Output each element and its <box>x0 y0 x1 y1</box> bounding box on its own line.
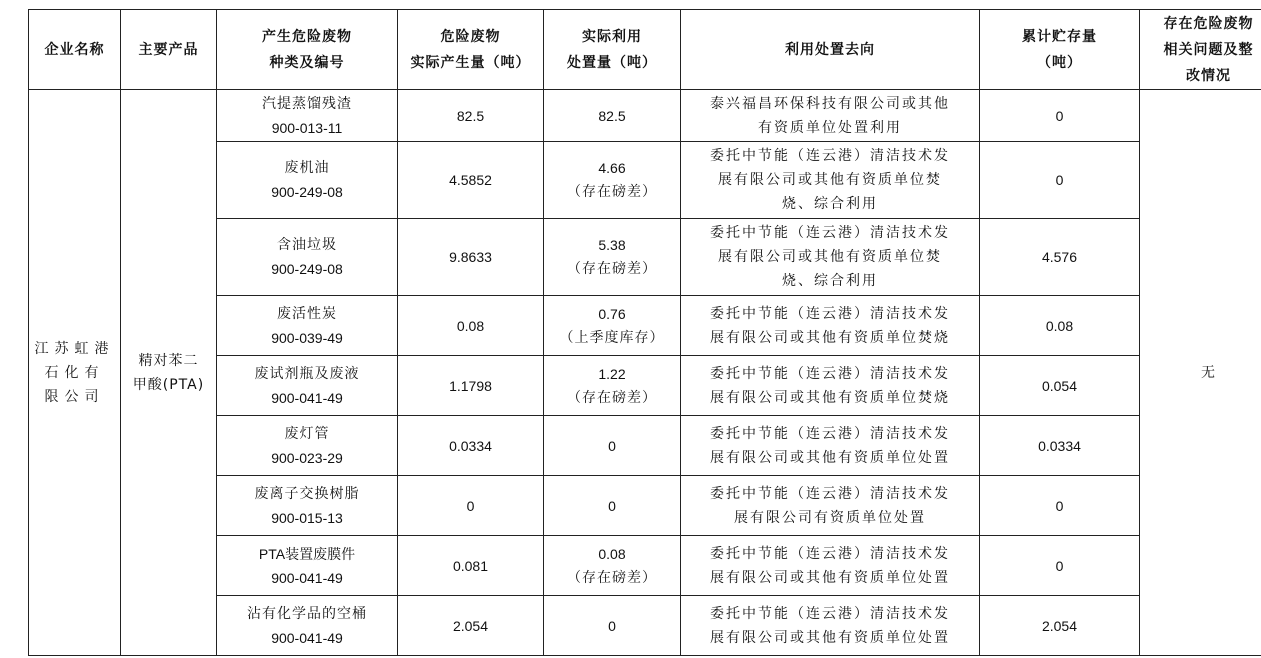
waste-type-cell: 废离子交换树脂 900-015-13 <box>217 476 398 536</box>
waste-type-cell: 废试剂瓶及废液 900-041-49 <box>217 356 398 416</box>
produced-cell: 0.081 <box>398 536 544 596</box>
table-row <box>29 90 1261 142</box>
destination-cell: 委托中节能（连云港）清洁技术发 展有限公司或其他有资质单位处置 <box>681 596 980 656</box>
header-company: 企业名称 <box>29 10 121 90</box>
destination-cell: 委托中节能（连云港）清洁技术发 展有限公司或其他有资质单位处置 <box>681 536 980 596</box>
used-cell: 0 <box>544 416 681 476</box>
stock-cell: 0 <box>980 90 1140 142</box>
used-cell: 4.66 （存在磅差） <box>544 142 681 219</box>
waste-type-cell: 汽提蒸馏残渣 900-013-11 <box>217 90 398 142</box>
company-cell: 江苏虹港 石化有 限公司 <box>29 90 121 656</box>
stock-cell: 0 <box>980 476 1140 536</box>
used-cell: 0.08 （存在磅差） <box>544 536 681 596</box>
used-cell: 0 <box>544 596 681 656</box>
header-issues: 存在危险废物 相关问题及整 改情况 <box>1140 10 1261 90</box>
used-cell: 1.22 （存在磅差） <box>544 356 681 416</box>
waste-type-cell: PTA装置废膜件 900-041-49 <box>217 536 398 596</box>
destination-cell: 委托中节能（连云港）清洁技术发 展有限公司或其他有资质单位焚 烧、综合利用 <box>681 142 980 219</box>
destination-cell: 委托中节能（连云港）清洁技术发 展有限公司或其他有资质单位焚烧 <box>681 356 980 416</box>
stock-cell: 0.054 <box>980 356 1140 416</box>
waste-type-cell: 沾有化学品的空桶 900-041-49 <box>217 596 398 656</box>
produced-cell: 82.5 <box>398 90 544 142</box>
produced-cell: 0 <box>398 476 544 536</box>
produced-cell: 1.1798 <box>398 356 544 416</box>
used-cell: 0.76 （上季度库存） <box>544 296 681 356</box>
produced-cell: 2.054 <box>398 596 544 656</box>
header-product: 主要产品 <box>121 10 217 90</box>
stock-cell: 0.08 <box>980 296 1140 356</box>
stock-cell: 2.054 <box>980 596 1140 656</box>
stock-cell: 0 <box>980 142 1140 219</box>
waste-type-cell: 废活性炭 900-039-49 <box>217 296 398 356</box>
header-destination: 利用处置去向 <box>681 10 980 90</box>
destination-cell: 委托中节能（连云港）清洁技术发 展有限公司或其他有资质单位处置 <box>681 416 980 476</box>
hazardous-waste-table <box>28 9 1261 656</box>
used-cell: 0 <box>544 476 681 536</box>
produced-cell: 0.08 <box>398 296 544 356</box>
stock-cell: 4.576 <box>980 219 1140 296</box>
header-produced: 危险废物 实际产生量（吨） <box>398 10 544 90</box>
produced-cell: 4.5852 <box>398 142 544 219</box>
used-cell: 82.5 <box>544 90 681 142</box>
destination-cell: 泰兴福昌环保科技有限公司或其他 有资质单位处置利用 <box>681 90 980 142</box>
waste-type-cell: 废灯管 900-023-29 <box>217 416 398 476</box>
header-used: 实际利用 处置量（吨） <box>544 10 681 90</box>
used-cell: 5.38 （存在磅差） <box>544 219 681 296</box>
destination-cell: 委托中节能（连云港）清洁技术发 展有限公司或其他有资质单位焚烧 <box>681 296 980 356</box>
produced-cell: 9.8633 <box>398 219 544 296</box>
stock-cell: 0.0334 <box>980 416 1140 476</box>
issues-cell: 无 <box>1140 90 1261 656</box>
stock-cell: 0 <box>980 536 1140 596</box>
waste-type-cell: 废机油 900-249-08 <box>217 142 398 219</box>
product-cell: 精对苯二 甲酸(PTA) <box>121 90 217 656</box>
header-row <box>29 10 1261 90</box>
destination-cell: 委托中节能（连云港）清洁技术发 展有限公司有资质单位处置 <box>681 476 980 536</box>
header-stock: 累计贮存量 （吨） <box>980 10 1140 90</box>
destination-cell: 委托中节能（连云港）清洁技术发 展有限公司或其他有资质单位焚 烧、综合利用 <box>681 219 980 296</box>
produced-cell: 0.0334 <box>398 416 544 476</box>
waste-type-cell: 含油垃圾 900-249-08 <box>217 219 398 296</box>
header-waste-type: 产生危险废物 种类及编号 <box>217 10 398 90</box>
